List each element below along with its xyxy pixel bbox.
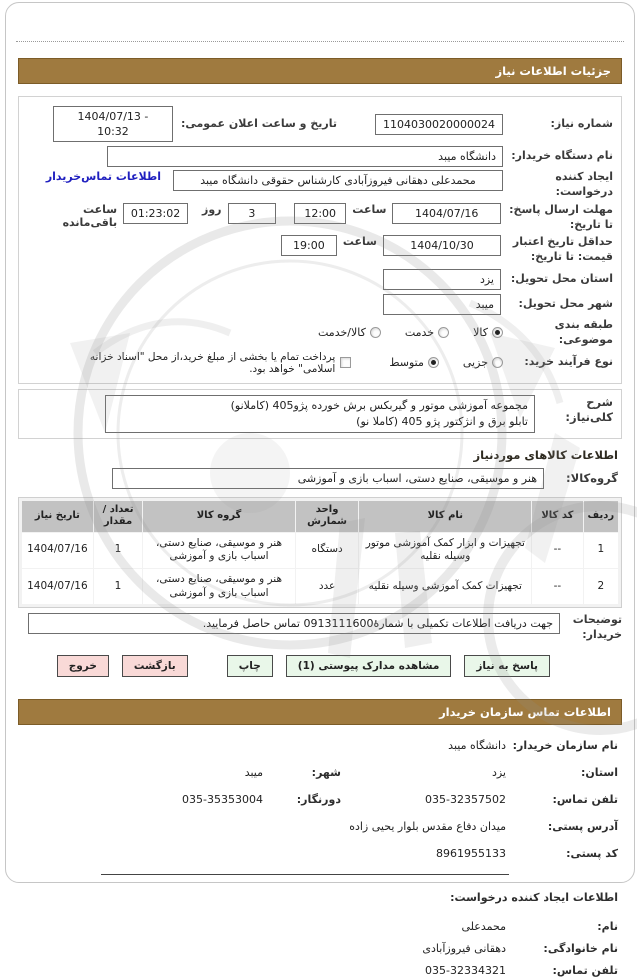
goods-group-field[interactable]: هنر و موسیقی، صنایع دستی، اسباب بازی و آموزشی [112,468,544,489]
need-number-row [27,106,613,142]
description-label: شرح کلی‌نیاز: [565,394,613,425]
col-row-index: ردیف [584,501,618,532]
request-creator-label: ایجاد کننده درخواست: [555,170,613,198]
classification-option-goods-service-label: کالا/خدمت [318,326,366,340]
delivery-province-field[interactable]: یزد [383,269,501,290]
org-address-value: میدان دفاع مقدس بلوار یحیی زاده [349,819,506,833]
cell-need-date: 1404/07/16 [22,533,93,568]
need-details-header-label: جزئیات اطلاعات نیاز [495,64,611,78]
description-line-2: تابلو برق و انژکتور پژو 405 (کاملا نو) [356,414,528,428]
creator-phone-label: تلفن تماس: [552,963,618,977]
col-quantity: تعداد / مقدار [94,501,142,532]
org-contact-section [6,739,634,977]
goods-table-wrapper [18,497,622,609]
view-attachments-button[interactable]: مشاهده مدارک پیوستی (1) [286,655,452,677]
process-option-minor[interactable] [463,356,503,369]
need-details-header [18,58,622,84]
org-province-label: استان: [581,765,618,779]
response-deadline-row [27,203,613,233]
org-city-label: شهر: [311,765,341,779]
need-number-label: شماره نیاز: [550,116,613,130]
col-goods-code: کد کالا [532,501,583,532]
days-field[interactable]: 3 [228,203,277,224]
goods-section-title: اطلاعات کالاهای موردنیاز [473,447,618,462]
cell-need-date: 1404/07/16 [22,569,93,604]
classification-option-goods-label: کالا [473,326,488,340]
classification-option-goods-service[interactable] [318,326,381,339]
delivery-province-label: استان محل تحویل: [510,271,613,285]
announce-datetime-label: تاریخ و ساعت اعلان عمومی: [180,116,337,130]
cell-goods-group: هنر و موسیقی، صنایع دستی، اسباب بازی و آموزشی [143,533,295,568]
creator-phone-value: 035-32334321 [425,963,506,977]
creator-phone-row [22,964,618,977]
creator-first-name-row [22,920,618,933]
goods-table [21,500,619,606]
need-number-field[interactable]: 1104030020000024 [375,114,503,135]
org-postal-row [22,847,618,860]
days-label: روز [202,202,222,216]
col-unit: واحد شمارش [296,501,359,532]
col-goods-name: نام کالا [359,501,531,532]
org-fax-label: دورنگار: [296,792,341,806]
description-row [27,395,613,433]
org-phone-row [22,793,618,806]
process-type-row [27,351,613,375]
org-name-label: نام سازمان خریدار: [512,738,618,752]
table-row[interactable] [22,533,618,568]
org-contact-header [18,699,622,725]
response-deadline-label: مهلت ارسال پاسخ: تا تاریخ: [509,202,613,231]
cell-quantity: 1 [94,569,142,604]
creator-last-name-value: دهقانی فیروزآبادی [422,941,506,955]
goods-group-label: گروه‌کالا: [566,470,618,485]
respond-to-need-button[interactable]: پاسخ به نیاز [464,655,550,677]
creator-first-name-value: محمدعلی [461,919,506,933]
process-option-minor-label: جزیی [462,356,488,370]
radio-selected-icon[interactable] [492,327,503,338]
price-validity-label: حداقل تاریخ اعتبار قیمت: تا تاریخ: [512,235,613,264]
classification-option-goods[interactable] [473,326,503,339]
org-postal-value: 8961955133 [436,846,506,860]
goods-group-row [18,468,618,490]
remaining-time-field[interactable]: 01:23:02 [123,203,188,224]
announce-datetime-field[interactable]: 1404/07/13 - 10:32 [53,106,173,142]
deadline-time-field[interactable]: 12:00 [294,203,346,224]
org-contact-header-label: اطلاعات تماس سازمان خریدار [439,704,611,719]
print-button[interactable]: چاپ [227,655,273,677]
col-goods-group: گروه کالا [143,501,295,532]
checkbox-icon[interactable] [340,357,351,368]
buyer-contact-link[interactable]: اطلاعات تماس‌خریدار [45,170,161,183]
cell-goods-name: تجهیزات و ابزار کمک آموزشی موتور وسیله نقلیه [359,533,531,568]
goods-table-header-row [22,501,618,532]
org-name-value: دانشگاه میبد [448,738,506,752]
cell-quantity: 1 [94,533,142,568]
buyer-org-field[interactable]: دانشگاه میبد [107,146,503,167]
classification-option-service[interactable] [405,326,449,339]
exit-button[interactable]: خروج [57,655,109,677]
process-option-medium-label: متوسط [389,356,424,370]
validity-time-field[interactable]: 19:00 [281,235,337,256]
description-panel [18,389,622,439]
request-creator-row [27,170,613,200]
process-type-label: نوع فرآیند خرید: [524,355,613,369]
delivery-city-field[interactable]: میبد [383,294,501,315]
radio-icon[interactable] [370,327,381,338]
radio-icon[interactable] [438,327,449,338]
buyer-notes-field[interactable]: جهت دریافت اطلاعات تکمیلی با شمارۀ0913111600 تماس حاصل فرمایید. [28,613,560,634]
buyer-org-label: نام دستگاه خریدار: [511,148,613,162]
org-province-value: یزد [491,765,506,779]
delivery-province-row [27,268,613,290]
cell-goods-code: -- [532,533,583,568]
creator-section-title: اطلاعات ایجاد کننده درخواست: [450,890,618,904]
org-address-row [22,820,618,833]
org-phone-value: 035-32357502 [425,792,506,806]
page-frame [5,2,635,977]
section-divider [101,874,509,875]
remaining-time-label: ساعت باقی‌مانده [62,202,118,229]
org-postal-label: کد پستی: [566,846,618,860]
price-validity-row [27,235,613,265]
org-address-label: آدرس پستی: [547,819,618,833]
creator-last-name-row [22,942,618,955]
process-option-medium[interactable] [389,356,439,369]
validity-hour-label: ساعت [342,235,377,249]
back-button[interactable]: بازگشت [122,655,188,677]
treasury-payment-label: پرداخت تمام یا بخشی از مبلغ خرید،از محل "اسناد خزانه اسلامی" خواهد بود. [89,350,336,375]
classification-label: طبقه بندی موضوعی: [554,318,613,346]
creator-first-name-label: نام: [597,919,618,933]
cell-row-index: 1 [584,533,618,568]
deadline-date-field[interactable]: 1404/07/16 [392,203,501,224]
cell-goods-group: هنر و موسیقی، صنایع دستی، اسباب بازی و آموزشی [143,569,295,604]
buyer-notes-label: توضیحات خریدار: [572,613,622,642]
creator-last-name-label: نام خانوادگی: [543,941,618,955]
validity-date-field[interactable]: 1404/10/30 [383,235,501,256]
delivery-city-label: شهر محل تحویل: [518,296,613,310]
description-line-1: مجموعه آموزشی موتور و گیربکس برش خورده پژو405 (کاملانو) [230,398,528,412]
cell-row-index: 2 [584,569,618,604]
org-city-value: میبد [244,765,263,779]
classification-option-service-label: خدمت [404,326,435,340]
need-info-panel [18,96,622,384]
request-creator-field[interactable]: محمدعلی دهقانی فیروزآبادی کارشناس حقوقی دانشگاه میبد [173,170,503,191]
cell-goods-code: -- [532,569,583,604]
description-field[interactable] [105,395,535,433]
org-province-row [22,766,618,779]
cell-unit: دستگاه [296,533,359,568]
deadline-hour-label: ساعت [352,202,387,216]
delivery-city-row [27,293,613,315]
radio-icon[interactable] [492,357,503,368]
col-need-date: تاریخ نیاز [22,501,93,532]
radio-selected-icon[interactable] [428,357,439,368]
org-phone-label: تلفن تماس: [552,792,618,806]
cell-unit: عدد [296,569,359,604]
table-row[interactable] [22,569,618,604]
action-buttons [6,655,550,677]
cell-goods-name: تجهیزات کمک آموزشی وسیله نقلیه [359,569,531,604]
org-name-row [22,739,618,752]
buyer-org-row [27,145,613,167]
org-fax-value: 035-35353004 [182,792,263,806]
classification-row [27,318,613,348]
treasury-payment-checkbox[interactable] [51,351,351,375]
buyer-notes-row [18,613,622,643]
